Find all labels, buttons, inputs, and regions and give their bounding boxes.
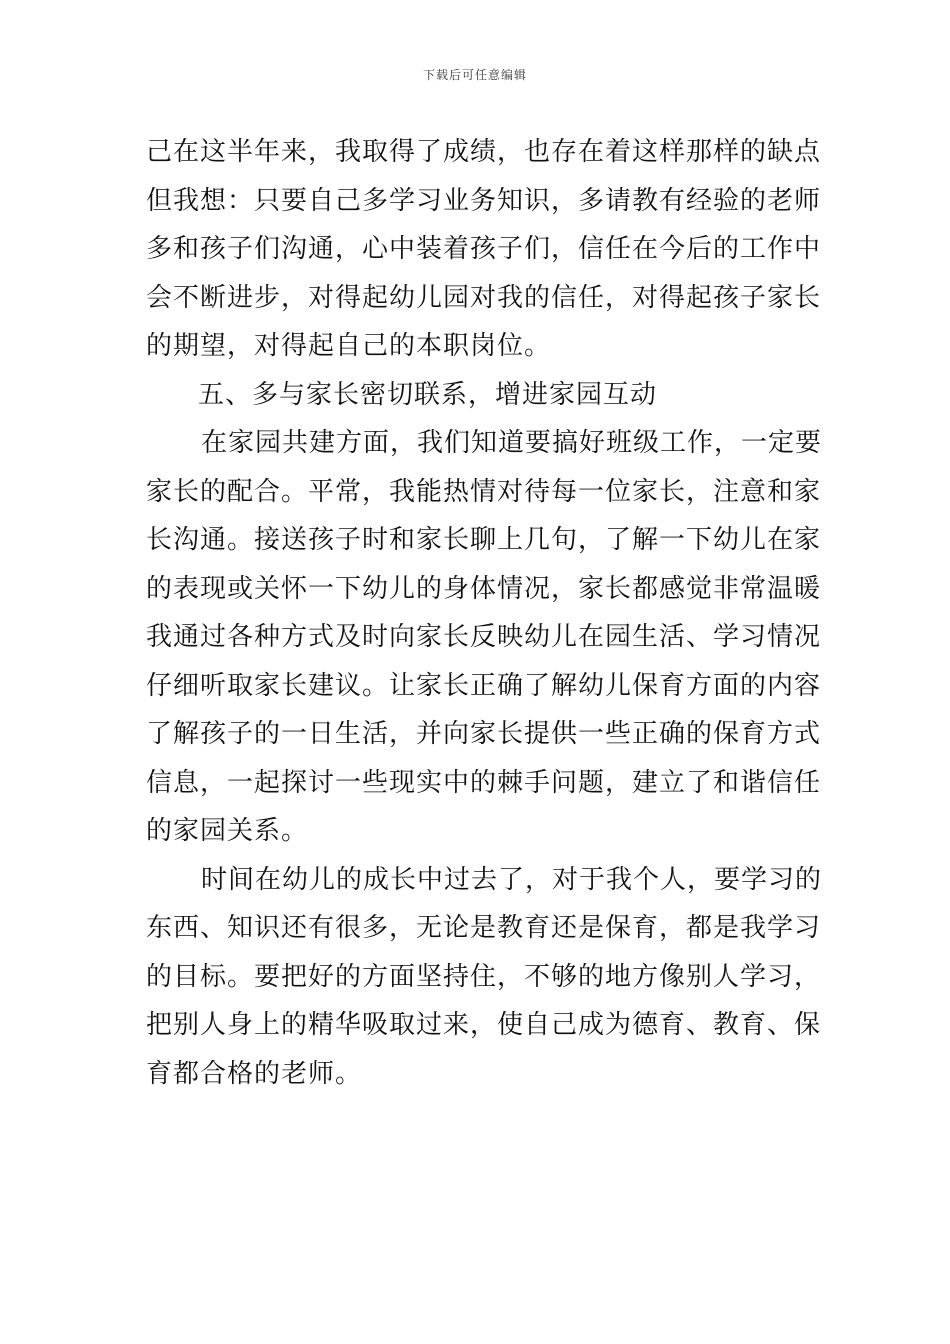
document-body: [146, 128, 823, 1098]
text-line: 时间在幼儿的成长中过去了，对于我个人，要学习的: [201, 864, 823, 895]
text-line: 东西、知识还有很多，无论是教育还是保育，都是我学习: [146, 913, 822, 943]
text-line: 会不断进步，对得起幼儿园对我的信任，对得起孩子家长: [146, 282, 822, 313]
text-line: 信息，一起探讨一些现实中的棘手问题，建立了和谐信任: [146, 767, 822, 798]
text-line: 把别人身上的精华吸取过来，使自己成为德育、教育、保: [146, 1010, 822, 1040]
text-line: 我通过各种方式及时向家长反映幼儿在园生活、学习情况: [146, 622, 822, 652]
text-line: 的表现或关怀一下幼儿的身体情况，家长都感觉非常温暖: [146, 573, 822, 604]
text-line: 了解孩子的一日生活，并向家长提供一些正确的保育方式: [146, 719, 822, 749]
text-line: 育都合格的老师。: [146, 1058, 363, 1089]
text-line: 家长的配合。平常，我能热情对待每一位家长，注意和家: [146, 476, 822, 507]
text-line: 的期望，对得起自己的本职岗位。: [146, 331, 552, 361]
text-line: 的目标。要把好的方面坚持住，不够的地方像别人学习，: [146, 961, 822, 992]
text-line: 己在这半年来，我取得了成绩，也存在着这样那样的缺点: [146, 137, 822, 167]
text-line: 仔细听取家长建议。让家长正确了解幼儿保育方面的内容: [146, 670, 822, 701]
text-line: 多和孩子们沟通，心中装着孩子们，信任在今后的工作中: [146, 234, 822, 264]
page-header: 下载后可任意编辑: [422, 68, 527, 82]
section-heading: 五、多与家长密切联系，增进家园互动: [198, 379, 658, 410]
text-line: 在家园共建方面，我们知道要搞好班级工作，一定要: [201, 428, 823, 458]
text-line: 长沟通。接送孩子时和家长聊上几句，了解一下幼儿在家: [146, 525, 822, 555]
text-line: 的家园关系。: [146, 816, 309, 846]
text-line: 但我想：只要自己多学习业务知识，多请教有经验的老师: [146, 185, 822, 216]
